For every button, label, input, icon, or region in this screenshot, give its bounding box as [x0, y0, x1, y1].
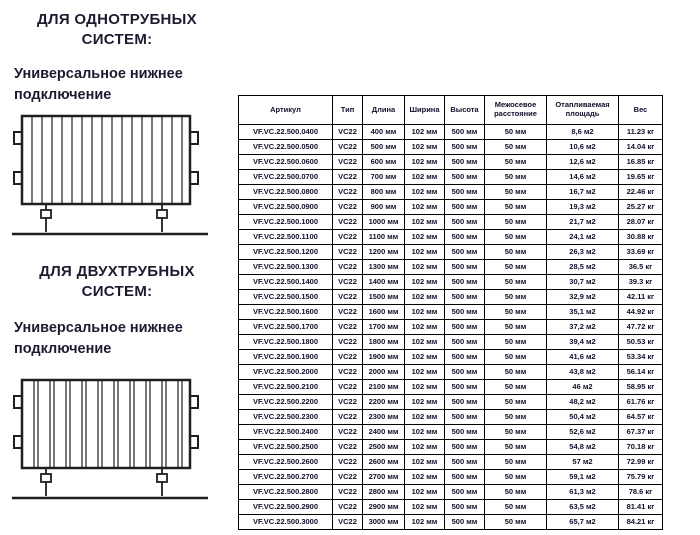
table-cell: 57 м2 [547, 455, 619, 470]
table-cell: VF.VC.22.500.2500 [239, 440, 333, 455]
table-header-row [239, 96, 663, 125]
table-cell: 102 мм [405, 245, 445, 260]
table-cell: 102 мм [405, 440, 445, 455]
table-cell: 47.72 кг [619, 320, 663, 335]
table-cell: 30.88 кг [619, 230, 663, 245]
table-cell: 102 мм [405, 455, 445, 470]
table-cell: 70.18 кг [619, 440, 663, 455]
table-cell: 50 мм [485, 260, 547, 275]
table-cell: 1700 мм [363, 320, 405, 335]
column-header: Длина [363, 96, 405, 125]
table-cell: 102 мм [405, 395, 445, 410]
table-cell: 50 мм [485, 140, 547, 155]
table-cell: VF.VC.22.500.1500 [239, 290, 333, 305]
table-cell: 1600 мм [363, 305, 405, 320]
table-cell: 1800 мм [363, 335, 405, 350]
table-cell: 2200 мм [363, 395, 405, 410]
table-cell: 84.21 кг [619, 515, 663, 530]
table-cell: 500 мм [445, 320, 485, 335]
table-cell: 16,7 м2 [547, 185, 619, 200]
table-cell: 54,8 м2 [547, 440, 619, 455]
table-cell: 50 мм [485, 455, 547, 470]
table-cell: 3000 мм [363, 515, 405, 530]
column-header: Тип [333, 96, 363, 125]
table-cell: 700 мм [363, 170, 405, 185]
table-cell: 102 мм [405, 215, 445, 230]
table-cell: 500 мм [445, 470, 485, 485]
table-cell: 102 мм [405, 230, 445, 245]
table-cell: VF.VC.22.500.0900 [239, 200, 333, 215]
table-cell: 50 мм [485, 440, 547, 455]
table-cell: VC22 [333, 500, 363, 515]
table-row [239, 410, 663, 425]
table-cell: VC22 [333, 365, 363, 380]
table-cell: VC22 [333, 260, 363, 275]
table-cell: 14.04 кг [619, 140, 663, 155]
table-cell: 52,6 м2 [547, 425, 619, 440]
radiator-diagram-two-pipe [12, 372, 208, 508]
table-row [239, 290, 663, 305]
table-cell: 12,6 м2 [547, 155, 619, 170]
table-cell: 42.11 кг [619, 290, 663, 305]
table-cell: VC22 [333, 350, 363, 365]
table-cell: 500 мм [445, 380, 485, 395]
table-cell: 50 мм [485, 425, 547, 440]
table-cell: 28,5 м2 [547, 260, 619, 275]
table-cell: 46 м2 [547, 380, 619, 395]
table-cell: 50 мм [485, 365, 547, 380]
table-row [239, 515, 663, 530]
table-cell: 39,4 м2 [547, 335, 619, 350]
spec-table [238, 95, 662, 530]
table-cell: 44.92 кг [619, 305, 663, 320]
column-header: Артикул [239, 96, 333, 125]
table-cell: VC22 [333, 335, 363, 350]
table-cell: 1400 мм [363, 275, 405, 290]
table-cell: 24,1 м2 [547, 230, 619, 245]
table-cell: 50 мм [485, 170, 547, 185]
table-cell: 102 мм [405, 305, 445, 320]
table-cell: 50 мм [485, 305, 547, 320]
table-cell: 65,7 м2 [547, 515, 619, 530]
table-cell: 500 мм [445, 515, 485, 530]
table-cell: VC22 [333, 485, 363, 500]
column-header: Ширина [405, 96, 445, 125]
table-cell: VF.VC.22.500.1100 [239, 230, 333, 245]
table-cell: 1300 мм [363, 260, 405, 275]
table-cell: 50 мм [485, 335, 547, 350]
table-cell: VF.VC.22.500.1300 [239, 260, 333, 275]
table-cell: 1500 мм [363, 290, 405, 305]
table-cell: 1900 мм [363, 350, 405, 365]
table-cell: VF.VC.22.500.1000 [239, 215, 333, 230]
table-row [239, 395, 663, 410]
table-cell: 50 мм [485, 275, 547, 290]
table-cell: VF.VC.22.500.1600 [239, 305, 333, 320]
table-cell: 102 мм [405, 365, 445, 380]
table-row [239, 365, 663, 380]
table-cell: VC22 [333, 410, 363, 425]
table-cell: 800 мм [363, 185, 405, 200]
table-cell: 25.27 кг [619, 200, 663, 215]
table-cell: 102 мм [405, 260, 445, 275]
table-cell: 75.79 кг [619, 470, 663, 485]
table-cell: 102 мм [405, 155, 445, 170]
table-cell: 1200 мм [363, 245, 405, 260]
table-cell: 50 мм [485, 515, 547, 530]
table-cell: 33.69 кг [619, 245, 663, 260]
table-cell: VF.VC.22.500.2300 [239, 410, 333, 425]
table-cell: 50 мм [485, 380, 547, 395]
table-cell: VF.VC.22.500.0800 [239, 185, 333, 200]
table-cell: 30,7 м2 [547, 275, 619, 290]
table-cell: 39.3 кг [619, 275, 663, 290]
table-cell: 72.99 кг [619, 455, 663, 470]
table-cell: 500 мм [445, 155, 485, 170]
table-cell: 2900 мм [363, 500, 405, 515]
section-subtitle-single-pipe: Универсальное нижнее подключение [14, 66, 183, 104]
table-cell: 500 мм [445, 485, 485, 500]
table-row [239, 230, 663, 245]
table-cell: 50.53 кг [619, 335, 663, 350]
table-cell: 102 мм [405, 350, 445, 365]
table-cell: 500 мм [445, 410, 485, 425]
column-header: Вес [619, 96, 663, 125]
table-cell: 102 мм [405, 125, 445, 140]
table-cell: VF.VC.22.500.2900 [239, 500, 333, 515]
table-row [239, 200, 663, 215]
table-cell: VC22 [333, 170, 363, 185]
table-cell: 35,1 м2 [547, 305, 619, 320]
table-cell: 102 мм [405, 200, 445, 215]
table-row [239, 320, 663, 335]
table-cell: 50 мм [485, 350, 547, 365]
table-cell: 500 мм [363, 140, 405, 155]
table-cell: VC22 [333, 185, 363, 200]
table-cell: 50 мм [485, 200, 547, 215]
table-cell: VF.VC.22.500.0500 [239, 140, 333, 155]
section-title-two-pipe: ДЛЯ ДВУХТРУБНЫХ СИСТЕМ: [39, 263, 195, 301]
table-cell: 1100 мм [363, 230, 405, 245]
table-cell: 61.76 кг [619, 395, 663, 410]
table-cell: 102 мм [405, 275, 445, 290]
table-cell: VC22 [333, 230, 363, 245]
table-cell: 2600 мм [363, 455, 405, 470]
table-cell: 1000 мм [363, 215, 405, 230]
table-cell: 900 мм [363, 200, 405, 215]
table-cell: 41,6 м2 [547, 350, 619, 365]
table-cell: 102 мм [405, 140, 445, 155]
table-cell: 400 мм [363, 125, 405, 140]
table-cell: 19.65 кг [619, 170, 663, 185]
table-cell: 22.46 кг [619, 185, 663, 200]
section-title-single-pipe: ДЛЯ ОДНОТРУБНЫХ СИСТЕМ: [37, 11, 197, 49]
table-cell: VF.VC.22.500.2800 [239, 485, 333, 500]
table-cell: 500 мм [445, 440, 485, 455]
table-cell: VF.VC.22.500.2400 [239, 425, 333, 440]
table-cell: 53.34 кг [619, 350, 663, 365]
table-cell: VC22 [333, 290, 363, 305]
table-cell: 500 мм [445, 125, 485, 140]
table-cell: 500 мм [445, 200, 485, 215]
table-cell: VF.VC.22.500.3000 [239, 515, 333, 530]
table-cell: VF.VC.22.500.0600 [239, 155, 333, 170]
table-cell: VC22 [333, 395, 363, 410]
table-cell: 81.41 кг [619, 500, 663, 515]
table-row [239, 350, 663, 365]
table-cell: 2000 мм [363, 365, 405, 380]
table-cell: 2500 мм [363, 440, 405, 455]
table-cell: VC22 [333, 380, 363, 395]
table-cell: 102 мм [405, 380, 445, 395]
table-cell: 50 мм [485, 470, 547, 485]
table-row [239, 440, 663, 455]
table-row [239, 140, 663, 155]
table-row [239, 380, 663, 395]
table-cell: VF.VC.22.500.2100 [239, 380, 333, 395]
table-cell: 500 мм [445, 305, 485, 320]
table-cell: 64.57 кг [619, 410, 663, 425]
table-cell: 50 мм [485, 410, 547, 425]
table-cell: 500 мм [445, 215, 485, 230]
table-cell: VC22 [333, 155, 363, 170]
table-cell: 102 мм [405, 410, 445, 425]
table-cell: 10,6 м2 [547, 140, 619, 155]
table-row [239, 455, 663, 470]
table-cell: 36.5 кг [619, 260, 663, 275]
table-cell: 61,3 м2 [547, 485, 619, 500]
table-cell: 26,3 м2 [547, 245, 619, 260]
table-cell: 500 мм [445, 275, 485, 290]
section-subtitle-two-pipe: Универсальное нижнее подключение [14, 320, 183, 358]
table-cell: 500 мм [445, 140, 485, 155]
table-cell: VC22 [333, 320, 363, 335]
radiator-diagram-single-pipe [12, 108, 208, 244]
table-cell: VC22 [333, 455, 363, 470]
table-cell: VF.VC.22.500.0400 [239, 125, 333, 140]
table-cell: 102 мм [405, 485, 445, 500]
column-header: Межосевое расстояние [485, 96, 547, 125]
table-cell: 2400 мм [363, 425, 405, 440]
table-cell: 500 мм [445, 290, 485, 305]
table-cell: VF.VC.22.500.1700 [239, 320, 333, 335]
table-row [239, 275, 663, 290]
table-cell: VF.VC.22.500.1800 [239, 335, 333, 350]
table-cell: 500 мм [445, 395, 485, 410]
table-cell: VC22 [333, 140, 363, 155]
table-cell: 500 мм [445, 230, 485, 245]
table-cell: 58.95 кг [619, 380, 663, 395]
table-cell: VC22 [333, 470, 363, 485]
table-cell: 50 мм [485, 500, 547, 515]
table-row [239, 335, 663, 350]
table-cell: 2100 мм [363, 380, 405, 395]
table-cell: 500 мм [445, 365, 485, 380]
table-cell: 500 мм [445, 455, 485, 470]
table-cell: 500 мм [445, 245, 485, 260]
table-cell: 2800 мм [363, 485, 405, 500]
table-cell: VC22 [333, 215, 363, 230]
table-cell: 50,4 м2 [547, 410, 619, 425]
column-header: Высота [445, 96, 485, 125]
table-cell: VC22 [333, 305, 363, 320]
table-row [239, 245, 663, 260]
table-cell: 16.85 кг [619, 155, 663, 170]
table-cell: 102 мм [405, 515, 445, 530]
table-row [239, 425, 663, 440]
table-cell: 78.6 кг [619, 485, 663, 500]
table-cell: 50 мм [485, 245, 547, 260]
table-cell: 2300 мм [363, 410, 405, 425]
table-cell: 50 мм [485, 185, 547, 200]
table-cell: VC22 [333, 425, 363, 440]
table-cell: VF.VC.22.500.0700 [239, 170, 333, 185]
table-cell: 67.37 кг [619, 425, 663, 440]
table-cell: 63,5 м2 [547, 500, 619, 515]
table-cell: 500 мм [445, 260, 485, 275]
table-cell: 600 мм [363, 155, 405, 170]
table-cell: VF.VC.22.500.1400 [239, 275, 333, 290]
table-cell: 50 мм [485, 290, 547, 305]
table-cell: 500 мм [445, 500, 485, 515]
table-cell: VC22 [333, 275, 363, 290]
table-cell: 14,6 м2 [547, 170, 619, 185]
table-cell: 500 мм [445, 170, 485, 185]
table-cell: 102 мм [405, 170, 445, 185]
table-cell: 500 мм [445, 335, 485, 350]
table-cell: 50 мм [485, 155, 547, 170]
table-row [239, 155, 663, 170]
table-cell: 59,1 м2 [547, 470, 619, 485]
table-cell: 500 мм [445, 185, 485, 200]
table-cell: VF.VC.22.500.2200 [239, 395, 333, 410]
table-cell: 50 мм [485, 485, 547, 500]
table-row [239, 485, 663, 500]
table-row [239, 215, 663, 230]
table-cell: 8,6 м2 [547, 125, 619, 140]
table-cell: 32,9 м2 [547, 290, 619, 305]
table-cell: 43,8 м2 [547, 365, 619, 380]
table-cell: VF.VC.22.500.1200 [239, 245, 333, 260]
table-cell: VF.VC.22.500.2600 [239, 455, 333, 470]
table-cell: VC22 [333, 245, 363, 260]
table-cell: 102 мм [405, 185, 445, 200]
table-row [239, 125, 663, 140]
table-cell: 37,2 м2 [547, 320, 619, 335]
table-cell: 50 мм [485, 230, 547, 245]
table-cell: VC22 [333, 200, 363, 215]
table-cell: 102 мм [405, 335, 445, 350]
table-cell: VF.VC.22.500.1900 [239, 350, 333, 365]
table-cell: VC22 [333, 440, 363, 455]
table-cell: VF.VC.22.500.2000 [239, 365, 333, 380]
table-cell: 50 мм [485, 215, 547, 230]
table-cell: 56.14 кг [619, 365, 663, 380]
table-cell: 48,2 м2 [547, 395, 619, 410]
table-cell: 19,3 м2 [547, 200, 619, 215]
table-cell: VC22 [333, 515, 363, 530]
table-row [239, 470, 663, 485]
table-row [239, 260, 663, 275]
table-cell: 21,7 м2 [547, 215, 619, 230]
table-cell: 50 мм [485, 395, 547, 410]
table-cell: 102 мм [405, 290, 445, 305]
table-cell: 102 мм [405, 425, 445, 440]
table-body [239, 125, 663, 530]
table-cell: VC22 [333, 125, 363, 140]
table-cell: 2700 мм [363, 470, 405, 485]
table-row [239, 170, 663, 185]
table-cell: 11.23 кг [619, 125, 663, 140]
table-row [239, 185, 663, 200]
table-cell: 50 мм [485, 125, 547, 140]
table-cell: 50 мм [485, 320, 547, 335]
table-cell: 500 мм [445, 350, 485, 365]
table-cell: 102 мм [405, 320, 445, 335]
column-header: Отапливаемая площадь [547, 96, 619, 125]
table-cell: 500 мм [445, 425, 485, 440]
table-row [239, 500, 663, 515]
table-row [239, 305, 663, 320]
table-cell: 102 мм [405, 500, 445, 515]
table-cell: 102 мм [405, 470, 445, 485]
table-cell: 28.07 кг [619, 215, 663, 230]
table-cell: VF.VC.22.500.2700 [239, 470, 333, 485]
